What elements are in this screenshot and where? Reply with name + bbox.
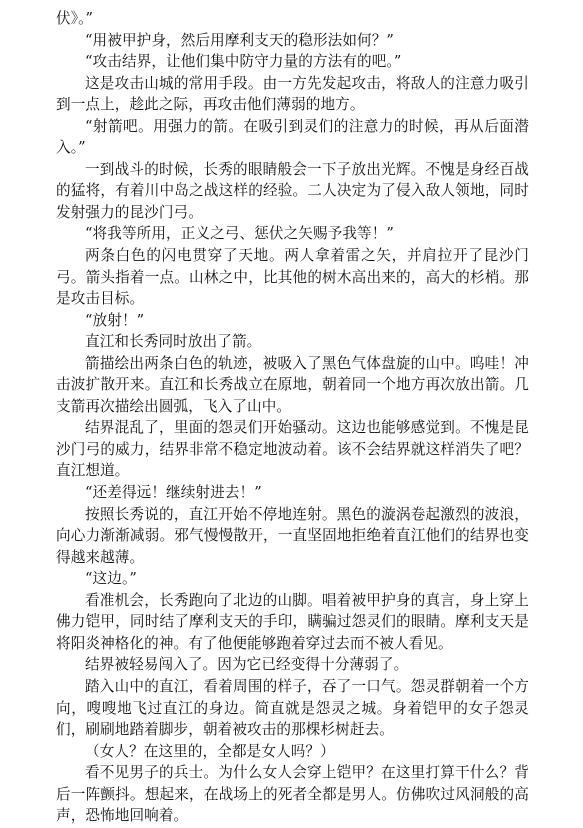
- paragraph: （女人？在这里的，全都是女人吗？）: [85, 742, 335, 760]
- paragraph: 箭描绘出两条白色的轨迹，被吸入了黑色气体盘旋的山中。呜哇！冲击波扩散开来。直江和长秀战立在原地，朝着同一个地方再次放出箭。几支箭再次描绘出圆弧，飞入了山中。: [56, 354, 529, 415]
- paragraph: 这是攻击山城的常用手段。由一方先发起攻击，将敌人的注意力吸引到一点上，趁此之际，再攻击他们薄弱的地方。: [56, 74, 529, 114]
- paragraph: 结界被轻易闯入了。因为它已经变得十分薄弱了。: [85, 656, 409, 674]
- document-page: [56, 8, 529, 827]
- paragraph: 看不见男子的兵士。为什么女人会穿上铠甲？在这里打算干什么？背后一阵颤抖。想起来，在战场上的死者全都是男人。仿佛吹过风洞般的高声，恐怖地回响着。: [56, 764, 529, 825]
- paragraph: “这边。”: [85, 570, 137, 588]
- paragraph: 看准机会，长秀跑向了北边的山脚。唱着被甲护身的真言，身上穿上佛力铠甲，同时结了摩利支天的手印，瞒骗过怨灵们的眼睛。摩利支天是将阳炎神格化的神。有了他便能够跑着穿过去而不被人看见。: [56, 591, 529, 652]
- paragraph: 伏》。”: [56, 10, 94, 27]
- paragraph: “射箭吧。用强力的箭。在吸引到灵们的注意力的时候，再从后面潜入。”: [56, 117, 529, 157]
- paragraph: “还差得远！继续射进去！”: [85, 484, 262, 502]
- paragraph: 一到战斗的时候，长秀的眼睛般会一下子放出光辉。不愧是身经百战的猛将，有着川中岛之战这样的经验。二人决定为了侵入敌人领地，同时发射强力的昆沙门弓。: [56, 160, 529, 221]
- paragraph: “用被甲护身，然后用摩利支天的稳形法如何？”: [85, 31, 394, 49]
- paragraph: “放射！”: [85, 311, 145, 329]
- paragraph: 踏入山中的直江，看着周围的样子，吞了一口气。怨灵群朝着一个方向，嗖嗖地飞过直江的身边。简直就是怨灵之城。身着铠甲的女子怨灵们，刷刷地踏着脚步，朝着被攻击的那棵杉树赶去。: [56, 677, 529, 739]
- paragraph: 按照长秀说的，直江开始不停地连射。黑色的漩涡卷起激烈的波浪，向心力渐渐减弱。邪气慢慢散开，一直坚固地拒绝着直江他们的结界也变得越来越薄。: [56, 505, 529, 566]
- paragraph: 直江和长秀同时放出了箭。: [85, 333, 262, 351]
- paragraph: “攻击结界，让他们集中防守力量的方法有的吧。”: [85, 53, 402, 71]
- paragraph: “将我等所用，正义之弓、惩伏之矢赐予我等！”: [85, 225, 394, 243]
- paragraph: 两条白色的闪电贯穿了天地。两人拿着雷之矢，并肩拉开了昆沙门弓。箭头指着一点。山林之中，比其他的树木高出来的，高大的杉梢。那是攻击目标。: [56, 247, 529, 308]
- paragraph: 结界混乱了，里面的怨灵们开始骚动。这边也能够感觉到。不愧是昆沙门弓的威力，结界非常不稳定地波动着。该不会结界就这样消失了吧？直江想道。: [56, 419, 529, 480]
